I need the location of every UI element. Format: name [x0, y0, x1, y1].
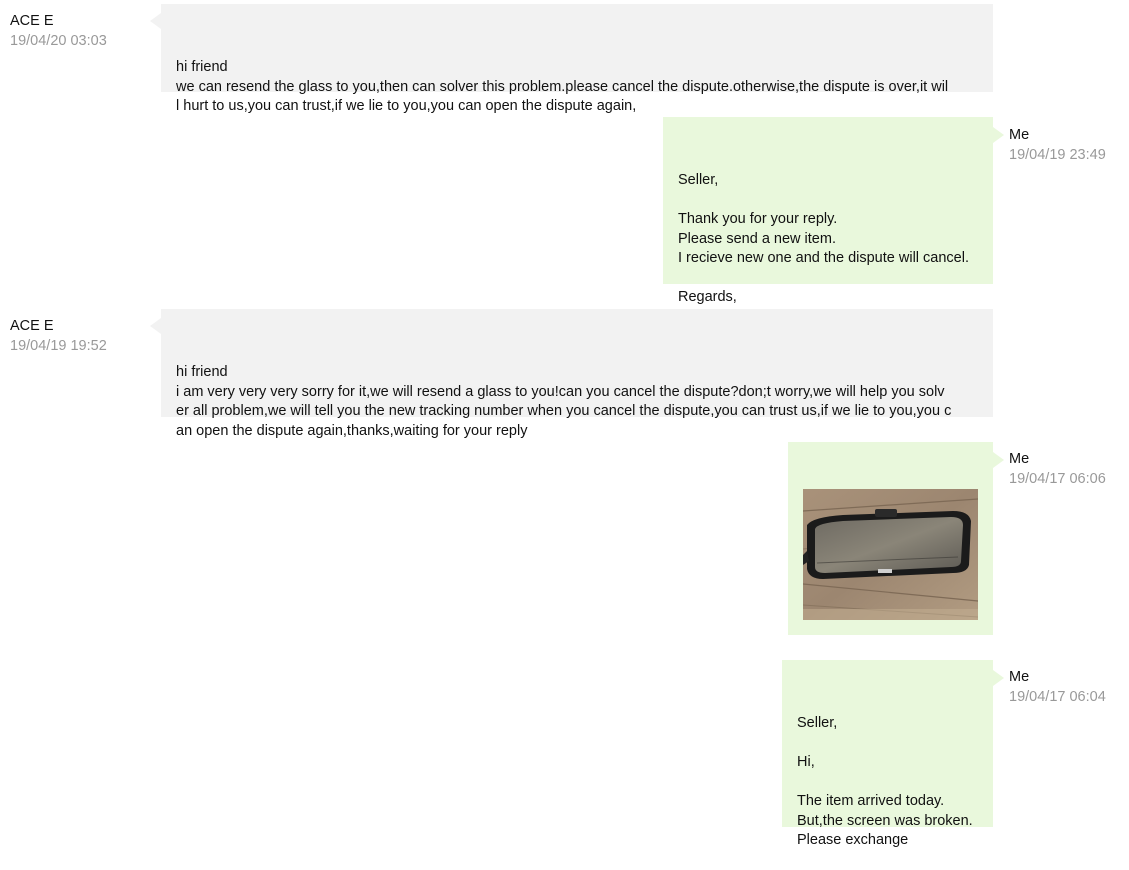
message-timestamp: 19/04/19 23:49 — [1009, 147, 1106, 163]
bubble-tail — [150, 13, 161, 29]
incoming-message-bubble — [161, 4, 993, 114]
sender-name: Me — [1009, 669, 1030, 685]
message-timestamp: 19/04/19 19:52 — [10, 338, 107, 354]
sender-name: Me — [1009, 127, 1030, 143]
message-text: Seller, Thank you for your reply. Please send a new item. I recieve new one and the dispute will cancel. Regards, — [678, 172, 969, 305]
message-sender-info — [1009, 449, 1106, 489]
outgoing-message-bubble — [782, 660, 993, 848]
message-timestamp: 19/04/17 06:04 — [1009, 689, 1106, 705]
bubble-tail — [993, 452, 1004, 468]
bubble-tail — [150, 318, 161, 334]
sender-name: Me — [1009, 451, 1030, 467]
incoming-message-bubble — [161, 309, 993, 439]
message-text: hi friend we can resend the glass to you,then can solver this problem.please cancel the dispute.otherwise,the dispute is over,it wil l hurt to us,you can trust,if we lie to you,you can open the dispute again, — [176, 59, 949, 114]
message-sender-info — [10, 316, 107, 356]
message-sender-info — [1009, 667, 1106, 707]
message-timestamp: 19/04/17 06:06 — [1009, 471, 1106, 487]
message-sender-info — [10, 11, 107, 51]
bubble-tail — [993, 127, 1004, 143]
photo-thumbnail[interactable] — [803, 489, 978, 620]
message-text: hi friend i am very very very sorry for it,we will resend a glass to you!can you cancel the dispute?don;t worry,we will help you solv er all problem,we will tell you the new tracking number when you cancel the dispute,you can trust us,if we lie to you,you c an open the dispute again,thanks,waiting for your reply — [176, 364, 952, 439]
photo-image — [803, 489, 978, 620]
outgoing-message-bubble — [663, 117, 993, 305]
bubble-tail — [993, 670, 1004, 686]
message-text: Seller, Hi, The item arrived today. But,the screen was broken. Please exchange — [797, 715, 973, 848]
message-sender-info — [1009, 125, 1106, 165]
sender-name: ACE E — [10, 318, 54, 334]
sender-name: ACE E — [10, 13, 54, 29]
message-timestamp: 19/04/20 03:03 — [10, 33, 107, 49]
